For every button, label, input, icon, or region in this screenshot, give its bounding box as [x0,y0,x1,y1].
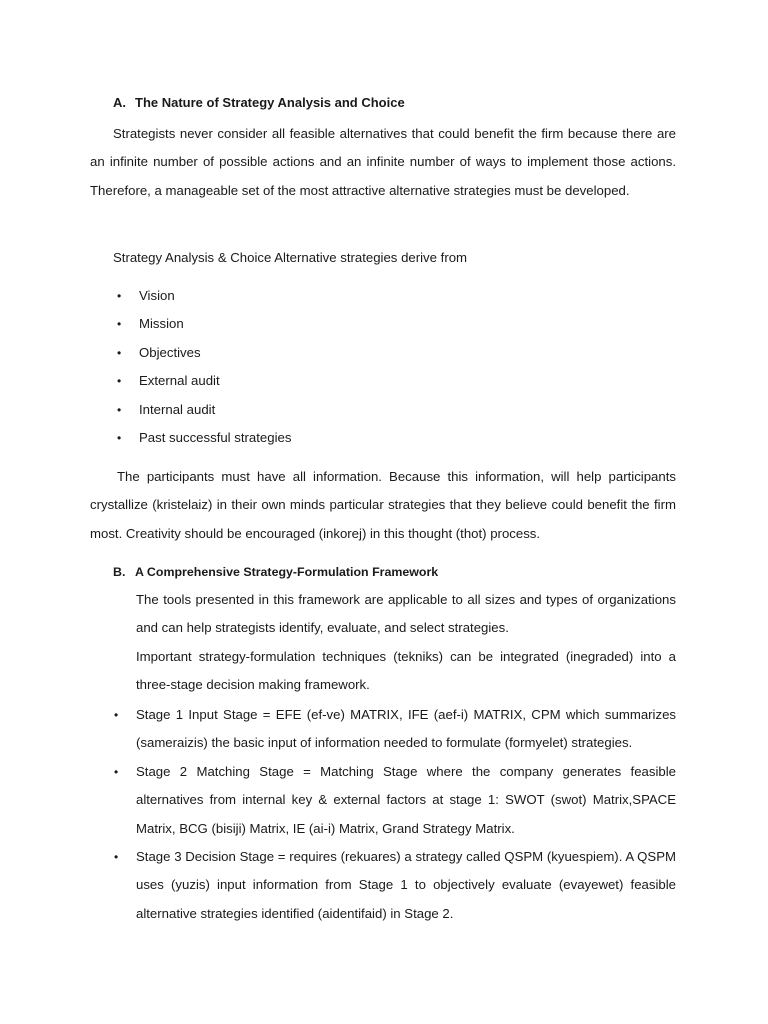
section-b-heading [113,565,438,579]
stage-text: Stage 1 Input Stage = EFE (ef-ve) MATRIX, IFE (aef-i) MATRIX, CPM which summarizes (sameraizis) the basic input of information needed to formulate (formyelet) strategies. [136,707,676,751]
section-a-heading [113,95,405,110]
section-b-title: A Comprehensive Strategy-Formulation Framework [135,565,439,579]
bullet-icon: • [117,317,122,332]
derive-list [117,282,292,452]
derive-intro: Strategy Analysis & Choice Alternative strategies derive from [113,250,468,265]
section-a-paragraph-1: Strategists never consider all feasible alternatives that could benefit the firm because there are an infinite number of possible actions and an infinite number of ways to implement those actions. Therefore, a manageable set of the most attractive alternative strategies must be developed. [90,126,676,198]
bullet-icon: • [117,430,122,445]
list-item: • Internal audit [139,396,291,424]
stage-item [114,758,676,843]
section-a-marker: A. [113,95,126,110]
section-a-title: The Nature of Strategy Analysis and Choice [135,95,405,110]
list-item: • External audit [139,367,291,395]
stage-item [114,843,676,928]
stage-text: Stage 3 Decision Stage = requires (rekuares) a strategy called QSPM (kyuespiem). A QSPM uses (yuzis) input information from Stage 1 to objectively evaluate (evayewet) feasible alternative strategies identified (aidentifaid) in Stage 2. [136,849,676,921]
list-item: • Past successful strategies [139,424,291,452]
stage-item [114,701,676,758]
section-a-paragraph-2: The participants must have all information. Because this information, will help participants crystallize (kristelaiz) in their own minds particular strategies that they believe could benefit the firm most. Creativity should be encouraged (inkorej) in this thought (thot) process. [90,469,676,541]
list-item: • Mission [139,310,291,338]
stage-text: Stage 2 Matching Stage = Matching Stage where the company generates feasible alternatives from internal key & external factors at stage 1: SWOT (swot) Matrix,SPACE Matrix, BCG (bisiji) Matrix, IE (ai-i) Matrix, Grand Strategy Matrix. [136,764,676,836]
bullet-icon: • [114,850,119,864]
section-b-marker: B. [113,565,126,579]
bullet-icon: • [117,345,122,360]
list-item: • Objectives [139,339,291,367]
section-b-paragraph-1: The tools presented in this framework are applicable to all sizes and types of organizations and can help strategists identify, evaluate, and select strategies. [136,592,676,636]
bullet-icon: • [117,374,122,389]
list-item: • Vision [139,282,291,310]
bullet-icon: • [114,708,119,722]
section-b-paragraph-2: Important strategy-formulation techniques (tekniks) can be integrated (inegraded) into a three-stage decision making framework. [136,649,676,693]
bullet-icon: • [117,402,122,417]
bullet-icon: • [114,765,119,779]
bullet-icon: • [117,289,122,303]
